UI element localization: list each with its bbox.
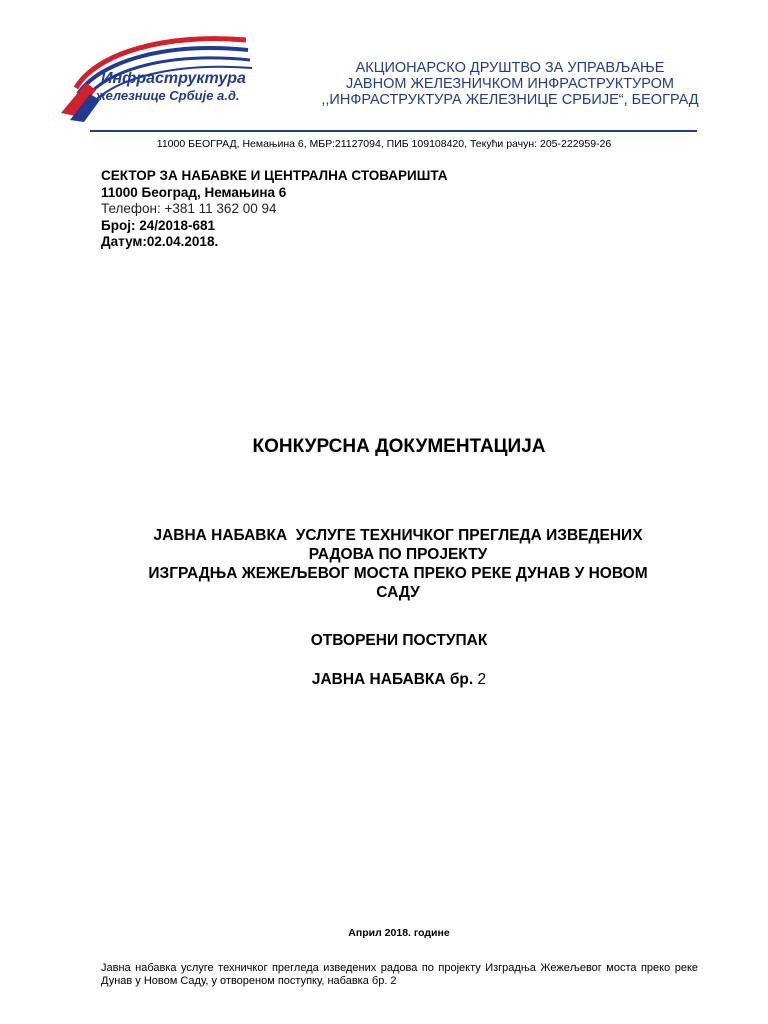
company-header	[290, 60, 730, 108]
company-line-3: ,,ИНФРАСТРУКТУРА ЖЕЛЕЗНИЦЕ СРБИЈЕ“, БЕОГРАД	[321, 92, 699, 108]
sector-phone: Телефон: +381 11 362 00 94	[101, 201, 277, 216]
procedure-type: ОТВОРЕНИ ПОСТУПАК	[310, 632, 488, 649]
subject-line-4: САДУ	[376, 584, 420, 601]
procurement-subject	[80, 526, 716, 602]
subject-line-2: РАДОВА ПО ПРОЈЕКТУ	[308, 546, 488, 563]
sector-name: СЕКТОР ЗА НАБАВКЕ И ЦЕНТРАЛНА СТОВАРИШТА	[101, 168, 448, 183]
document-number: Број: 24/2018-681	[101, 217, 216, 233]
company-line-2: ЈАВНОМ ЖЕЛЕЗНИЧКОМ ИНФРАСТРУКТУРОМ	[346, 76, 674, 92]
issue-month: Април 2018. године	[348, 927, 450, 939]
company-line-1: АКЦИОНАРСКО ДРУШТВО ЗА УПРАВЉАЊЕ	[355, 60, 665, 76]
procurement-label: ЈАВНА НАБАВКА бр.	[311, 671, 474, 688]
procurement-number: 2	[477, 671, 487, 688]
railway-logo-icon	[56, 28, 276, 123]
address-line: 11000 БЕОГРАД, Немањина 6, МБР:21127094, ПИБ 109108420, Текући рачун: 205-222959-26	[156, 138, 612, 150]
logo-text-line2: железнице Србије а.д.	[96, 88, 240, 103]
sector-address: 11000 Београд, Немањина 6	[101, 184, 287, 200]
procurement-number-line	[0, 671, 768, 689]
page-footer: Јавна набавка услуге техничког прегледа изведених радова по пројекту Изградња Жежељевог моста преко реке Дунав у Новом Саду, у отвореном поступку, набавка бр. 2	[101, 962, 698, 987]
header-divider	[90, 130, 697, 132]
company-logo	[56, 28, 276, 123]
subject-line-1: ЈАВНА НАБАВКА УСЛУГЕ ТЕХНИЧКОГ ПРЕГЛЕДА ИЗВЕДЕНИХ	[153, 527, 643, 544]
document-date: Датум:02.04.2018.	[101, 234, 219, 249]
logo-text-line1: Инфраструктура	[101, 70, 246, 87]
sector-block	[101, 168, 447, 251]
subject-line-3: ИЗГРАДЊА ЖЕЖЕЉЕВОГ МОСТА ПРЕКО РЕКЕ ДУНАВ У НОВОМ	[148, 565, 648, 582]
document-title: КОНКУРСНА ДОКУМЕНТАЦИЈА	[252, 436, 546, 457]
